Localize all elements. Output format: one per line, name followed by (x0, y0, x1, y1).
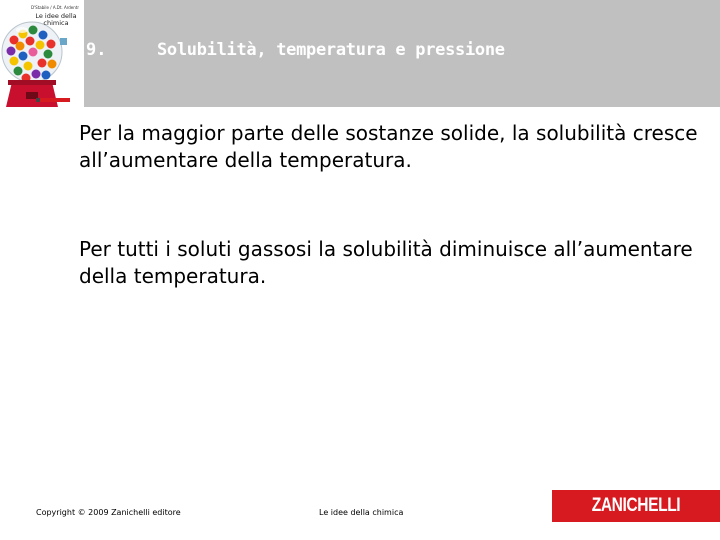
logo-text: ZANICHELLI (591, 495, 681, 516)
cover-title: Le idee della chimica (35, 12, 77, 27)
cover-authors: D'Stabile / A.Dt. Ardentr (30, 5, 80, 10)
zanichelli-logo (552, 490, 720, 522)
paragraph-gases: Per tutti i soluti gassosi la solubilità diminuisce all’aumentare della temperatura. (79, 237, 693, 288)
slide-number: 9. (86, 40, 107, 60)
footer-copyright: Copyright © 2009 Zanichelli editore (36, 508, 181, 517)
footer-book-title: Le idee della chimica (319, 508, 404, 517)
paragraph-solids: Per la maggior parte delle sostanze solide, la solubilità cresce all’aumentare della temperatura. (79, 121, 698, 172)
book-cover-image (0, 0, 84, 107)
slide-title: Solubilità, temperatura e pressione (157, 40, 505, 60)
header-bar (0, 0, 720, 107)
